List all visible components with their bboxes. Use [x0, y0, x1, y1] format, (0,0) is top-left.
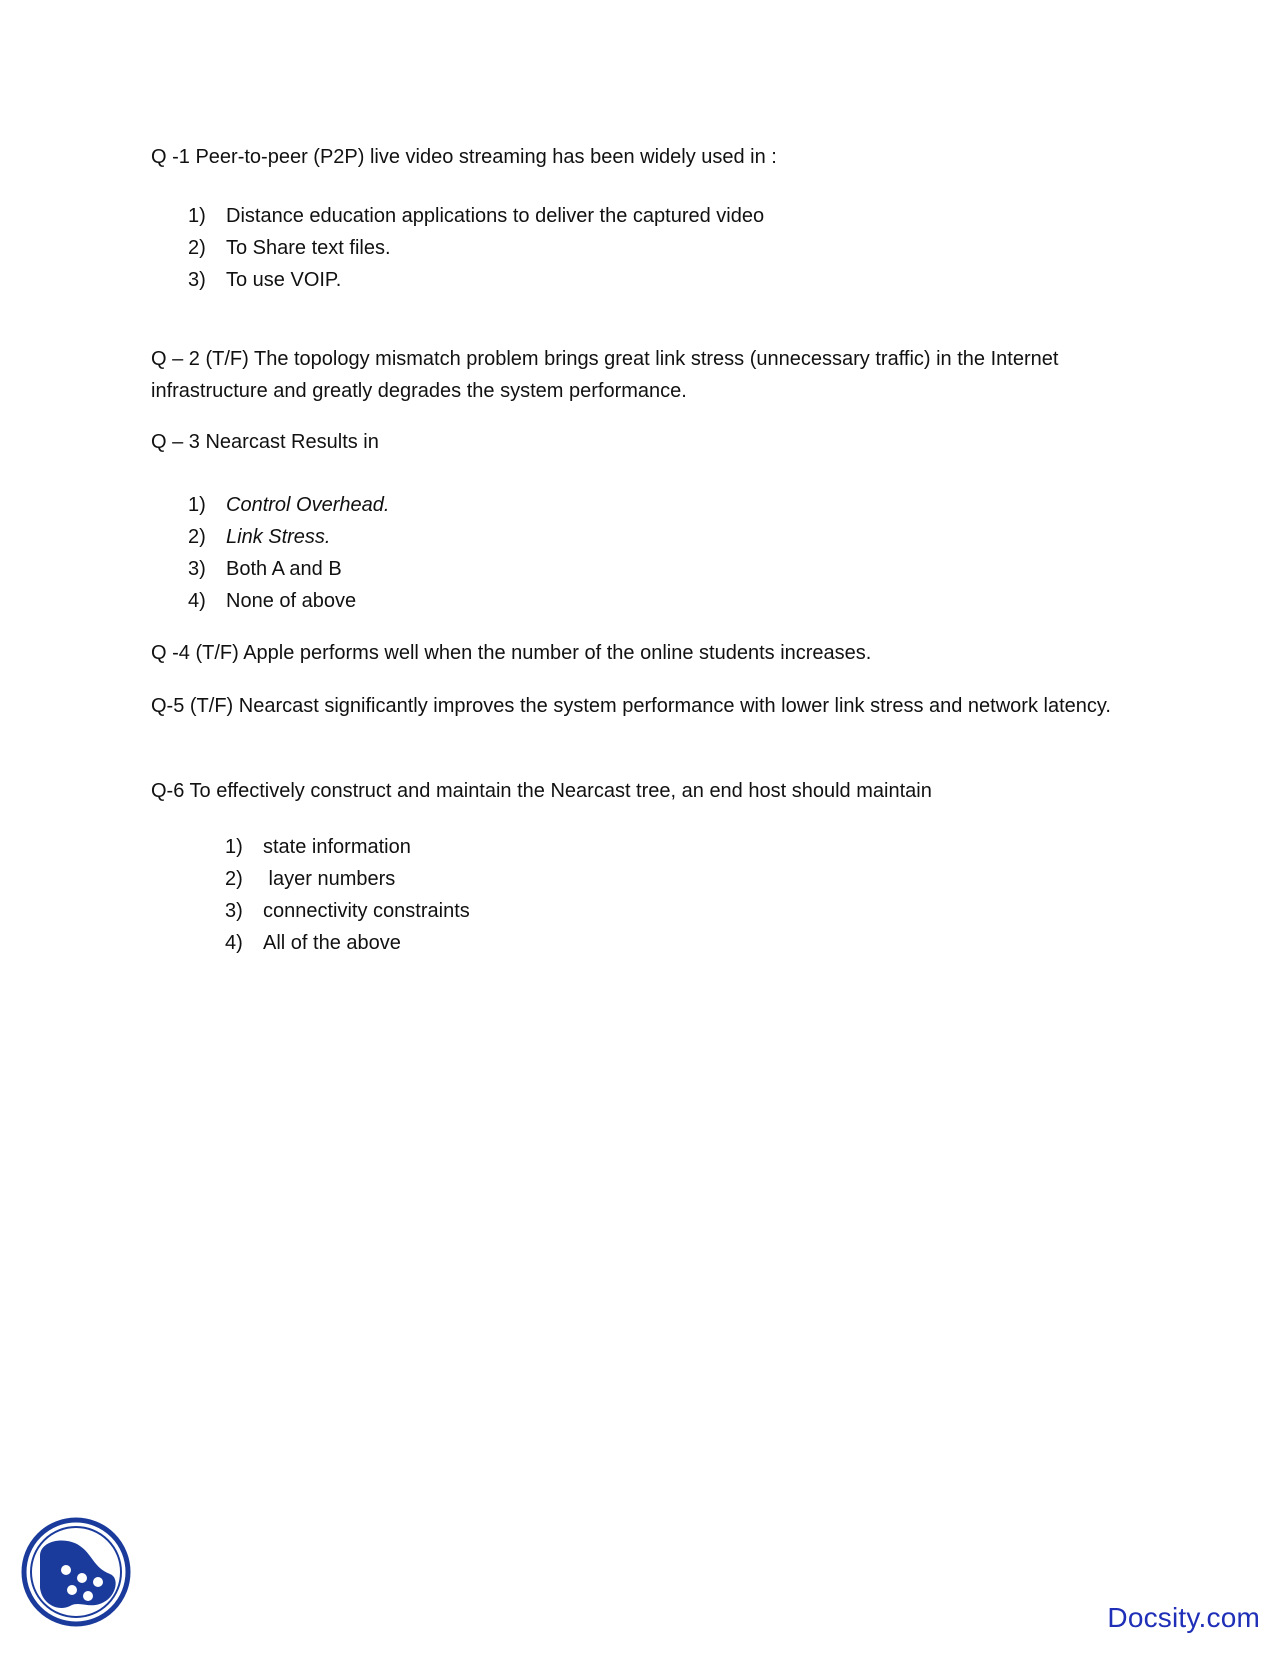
list-item: 2) Link Stress. [188, 526, 331, 548]
list-item: 1) Control Overhead. [188, 494, 390, 516]
question-6: Q-6 To effectively construct and maintain the Nearcast tree, an end host should maintain [151, 780, 932, 802]
list-item: 3) connectivity constraints [225, 900, 470, 922]
question-2: Q – 2 (T/F) The topology mismatch problem brings great link stress (unnecessary traffic) in the Internet infrastructure and greatly degrades the system performance. [151, 348, 1059, 402]
list-item: 2) layer numbers [225, 868, 396, 890]
question-6-options [225, 831, 470, 959]
list-item: 2) To Share text files. [188, 237, 391, 259]
list-item: 1) state information [225, 836, 411, 858]
question-5: Q-5 (T/F) Nearcast significantly improves the system performance with lower link stress and network latency. [151, 695, 1111, 717]
docsity-logo-icon[interactable] [20, 1516, 132, 1628]
docsity-brand-link[interactable]: Docsity.com [1107, 1602, 1260, 1633]
list-item: 1) Distance education applications to deliver the captured video [188, 205, 765, 227]
question-3: Q – 3 Nearcast Results in [151, 431, 379, 453]
list-item: 3) Both A and B [188, 558, 342, 580]
question-3-options [188, 489, 389, 617]
list-item: 3) To use VOIP. [188, 269, 342, 291]
list-item: 4) All of the above [225, 932, 401, 954]
question-4: Q -4 (T/F) Apple performs well when the number of the online students increases. [151, 642, 872, 664]
question-1: Q -1 Peer-to-peer (P2P) live video streaming has been widely used in : [151, 146, 777, 168]
question-1-options [188, 200, 764, 296]
list-item: 4) None of above [188, 590, 357, 612]
docsity-logo-svg [20, 1516, 132, 1628]
